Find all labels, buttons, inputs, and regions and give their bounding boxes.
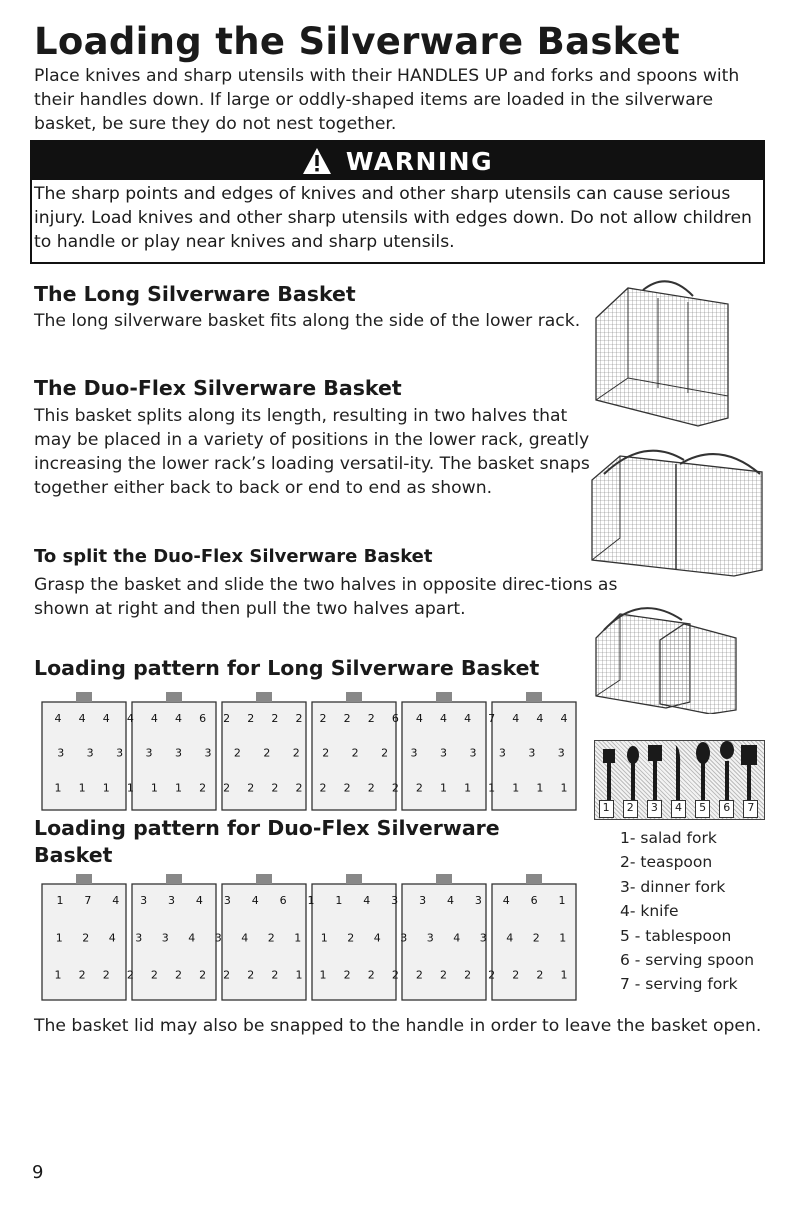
legend-item: 3- dinner fork — [620, 877, 726, 896]
utensil-slot-number: 1 — [559, 931, 567, 945]
utensil-slot-number: 4 — [373, 931, 381, 945]
utensil-slot-number: 2 — [150, 968, 158, 982]
basket-handle — [256, 874, 272, 884]
utensil-slot-number: 2 — [367, 968, 375, 982]
utensil-slot-number: 4 — [150, 712, 158, 725]
utensil-slot-number: 4 — [112, 894, 120, 907]
utensil-slot-number: 1 — [488, 781, 496, 795]
utensil-number-tag: 2 — [623, 800, 638, 818]
utensil-slot-number: 2 — [367, 781, 375, 795]
utensil-slot-number: 3 — [140, 894, 148, 907]
utensil-slot-number: 2 — [343, 968, 351, 982]
legend-item: 7 - serving fork — [620, 975, 738, 994]
utensil-slot-number: 6 — [530, 894, 538, 907]
utensil-slot-number: 3 — [400, 931, 408, 945]
utensil-slot-number: 2 — [295, 712, 303, 725]
utensil-slot-number: 1 — [56, 894, 64, 907]
basket-handle — [526, 692, 542, 702]
page-number: 9 — [32, 1162, 44, 1183]
utensil-slot-number: 3 — [469, 746, 477, 760]
warning-label: WARNING — [345, 146, 494, 176]
utensil-slot-number: 2 — [247, 712, 255, 725]
utensil-slot-number: 4 — [126, 712, 134, 725]
utensil-number-tag: 6 — [719, 800, 734, 818]
warning-text: The sharp points and edges of knives and other sharp utensils can cause serious injury. Load knives and other sharp utensils with edges down. Do not allow children to handle or play near knives and sharp utensils. — [34, 184, 752, 252]
utensil-slot-number: 3 — [474, 894, 482, 907]
split-basket-illustration — [590, 584, 740, 714]
utensil-slot-number: 2 — [271, 712, 279, 725]
utensil-slot-number: 4 — [251, 894, 259, 907]
utensil-slot-number: 2 — [322, 746, 330, 760]
utensil-slot-number: 4 — [108, 931, 116, 945]
utensil-slot-number: 4 — [415, 712, 423, 725]
utensil-number-tag: 5 — [695, 800, 710, 818]
utensil-slot-number: 1 — [150, 781, 158, 795]
utensil-slot-number: 4 — [363, 894, 371, 907]
utensil-slot-number: 2 — [440, 968, 447, 982]
utensil-slot-number: 1 — [307, 894, 315, 907]
pattern-long-heading: Loading pattern for Long Silverware Basket — [34, 656, 540, 680]
utensil-slot-number: 2 — [263, 746, 271, 760]
utensil-slot-number: 1 — [560, 781, 568, 795]
utensil-slot-number: 2 — [381, 746, 389, 760]
utensil-slot-number: 2 — [343, 781, 351, 795]
utensil-number-tag: 4 — [671, 800, 686, 818]
utensil-slot-number: 4 — [560, 712, 568, 725]
utensil-slot-number: 2 — [295, 781, 303, 795]
utensil-slot-number: 1 — [512, 781, 520, 795]
utensil-slot-number: 3 — [426, 931, 434, 945]
basket-handle — [256, 692, 272, 702]
utensil-slot-number: 2 — [347, 931, 355, 945]
utensil-slot-number: 2 — [223, 968, 231, 982]
utensil-slot-number: 2 — [464, 968, 472, 982]
utensil-slot-number: 4 — [464, 712, 472, 725]
utensil-slot-number: 4 — [506, 931, 514, 945]
pattern-duo-heading-text: Loading pattern for Duo-Flex Silverware Basket — [34, 816, 500, 867]
utensil-slot-number: 3 — [135, 931, 143, 945]
basket-handle — [166, 692, 182, 702]
split-text: Grasp the basket and slide the two halves in opposite direc-tions as shown at right and then pull the two halves apart. — [34, 575, 618, 619]
utensil-slot-number: 3 — [419, 894, 427, 907]
utensil-slot-number: 4 — [536, 712, 544, 725]
page-title: Loading the Silverware Basket — [34, 20, 680, 63]
utensil-slot-number: 3 — [214, 931, 222, 945]
utensil-slot-number: 3 — [57, 746, 65, 760]
legend-item: 5 - tablespoon — [620, 926, 732, 945]
utensil-slot-number: 2 — [391, 968, 399, 982]
utensil-slot-number: 3 — [161, 931, 169, 945]
intro-paragraph: Place knives and sharp utensils with their HANDLES UP and forks and spoons with their handles down. If large or oddly-shaped items are loaded in the silverware basket, be sure they do not nest together. — [34, 66, 740, 134]
utensil-slot-number: 3 — [223, 894, 231, 907]
utensil-slot-number: 2 — [343, 712, 351, 725]
basket-handle — [436, 874, 452, 884]
utensil-slot-number: 4 — [175, 712, 182, 725]
warning-box — [30, 140, 765, 264]
utensil-slot-number: 2 — [292, 746, 300, 760]
utensil-legend — [620, 826, 754, 997]
utensil-slot-number: 1 — [464, 781, 472, 795]
utensil-slot-number: 3 — [557, 746, 565, 760]
utensil-slot-number: 6 — [391, 712, 399, 725]
utensil-number-tag: 3 — [647, 800, 662, 818]
warning-header — [32, 142, 763, 180]
basket-handle — [166, 874, 182, 884]
utensil-slot-number: 1 — [102, 781, 110, 795]
legend-item: 1- salad fork — [620, 829, 717, 847]
long-basket-pattern — [34, 688, 584, 818]
utensil-slot-number: 2 — [319, 781, 327, 795]
basket-handle — [346, 874, 362, 884]
duo-basket-pattern — [34, 870, 584, 1010]
utensil-slot-number: 4 — [54, 712, 62, 725]
utensil-slot-number: 3 — [175, 746, 182, 760]
utensil-slot-number: 4 — [502, 894, 510, 907]
utensil-slot-number: 3 — [391, 894, 399, 907]
basket-handle — [76, 874, 92, 884]
basket-compartment — [402, 884, 486, 1000]
utensil-slot-number: 2 — [233, 746, 241, 760]
utensil-slot-number: 2 — [512, 968, 520, 982]
utensil-slot-number: 3 — [168, 894, 176, 907]
utensil-slot-number: 1 — [536, 781, 544, 795]
long-basket-illustration — [588, 268, 738, 428]
utensil-slot-number: 4 — [512, 712, 520, 725]
utensil-slot-number: 1 — [55, 931, 63, 945]
duo-basket-illustration — [584, 420, 770, 578]
utensil-slot-number: 2 — [351, 746, 359, 760]
utensil-number-tag: 1 — [599, 800, 614, 818]
utensil-slot-number: 4 — [188, 931, 196, 945]
utensil-slot-number: 3 — [116, 746, 124, 760]
utensil-slot-number: 2 — [126, 968, 134, 982]
utensil-slot-number: 1 — [54, 968, 62, 982]
utensil-slot-number: 2 — [223, 712, 231, 725]
utensil-slot-number: 2 — [175, 968, 182, 982]
utensil-slot-number: 7 — [488, 712, 496, 725]
utensil-slot-number: 1 — [175, 781, 182, 795]
utensil-slot-number: 7 — [84, 894, 92, 907]
utensil-slot-number: 2 — [391, 781, 399, 795]
utensil-slot-number: 4 — [446, 894, 454, 907]
utensil-slot-number: 2 — [199, 781, 207, 795]
utensil-slot-number: 2 — [247, 968, 255, 982]
utensil-slot-number: 1 — [319, 968, 327, 982]
utensil-slot-number: 1 — [558, 894, 566, 907]
utensil-slot-number: 2 — [223, 781, 231, 795]
warning-triangle-icon — [302, 147, 332, 175]
utensil-slot-number: 3 — [498, 746, 506, 760]
long-basket-text: The long silverware basket fits along the side of the lower rack. — [34, 311, 581, 331]
utensil-slot-number: 2 — [415, 781, 423, 795]
utensil-slot-number: 2 — [267, 931, 275, 945]
utensil-slot-number: 2 — [247, 781, 255, 795]
utensil-slot-number: 2 — [82, 931, 90, 945]
utensil-slot-number: 3 — [204, 746, 212, 760]
basket-handle — [436, 692, 452, 702]
utensil-slot-number: 1 — [335, 894, 343, 907]
utensil-slot-number: 2 — [271, 968, 279, 982]
utensil-slot-number: 1 — [295, 968, 303, 982]
utensil-number-tag: 7 — [743, 800, 758, 818]
utensil-slot-number: 6 — [279, 894, 287, 907]
utensil-slot-number: 3 — [479, 931, 487, 945]
utensil-slot-number: 4 — [195, 894, 203, 907]
utensil-slot-number: 2 — [415, 968, 423, 982]
utensil-slot-number: 2 — [536, 968, 544, 982]
utensil-slot-number: 3 — [145, 746, 153, 760]
utensil-slot-number: 1 — [560, 968, 568, 982]
legend-item: 4- knife — [620, 902, 679, 921]
legend-item: 2- teaspoon — [620, 853, 713, 872]
utensil-slot-number: 3 — [86, 746, 94, 760]
utensil-slot-number: 2 — [78, 968, 86, 982]
utensil-slot-number: 1 — [294, 931, 302, 945]
utensil-slot-number: 2 — [199, 968, 207, 982]
utensil-slot-number: 2 — [271, 781, 279, 795]
pattern-duo-heading — [34, 815, 554, 869]
duo-basket-text: This basket splits along its length, resulting in two halves that may be placed in a variety of positions in the lower rack, greatly increasing the lower rack’s loading versatil-ity. The basket snaps together either back to back or end to end as shown. — [34, 406, 590, 498]
utensil-slot-number: 1 — [54, 781, 62, 795]
utensil-slot-number: 2 — [488, 968, 496, 982]
utensil-slot-number: 4 — [440, 712, 447, 725]
utensil-number-row — [594, 800, 763, 818]
utensil-slot-number: 2 — [102, 968, 110, 982]
utensil-slot-number: 1 — [320, 931, 328, 945]
basket-handle — [76, 692, 92, 702]
utensil-slot-number: 4 — [453, 931, 461, 945]
duo-basket-heading: The Duo-Flex Silverware Basket — [34, 376, 402, 400]
basket-handle — [346, 692, 362, 702]
utensil-slot-number: 3 — [410, 746, 418, 760]
utensil-slot-number: 4 — [102, 712, 110, 725]
split-heading: To split the Duo-Flex Silverware Basket — [34, 546, 433, 567]
utensil-slot-number: 2 — [532, 931, 540, 945]
utensil-slot-number: 3 — [440, 746, 447, 760]
utensil-slot-number: 1 — [440, 781, 447, 795]
closing-paragraph: The basket lid may also be snapped to the handle in order to leave the basket open. — [34, 1016, 762, 1036]
utensil-slot-number: 6 — [199, 712, 207, 725]
utensil-slot-number: 4 — [241, 931, 249, 945]
utensil-slot-number: 1 — [78, 781, 86, 795]
utensil-slot-number: 2 — [319, 712, 327, 725]
long-basket-heading: The Long Silverware Basket — [34, 282, 356, 306]
utensil-slot-number: 2 — [367, 712, 375, 725]
utensil-slot-number: 3 — [528, 746, 536, 760]
basket-handle — [526, 874, 542, 884]
utensil-slot-number: 1 — [126, 781, 134, 795]
legend-item: 6 - serving spoon — [620, 951, 755, 970]
utensil-slot-number: 4 — [78, 712, 86, 725]
